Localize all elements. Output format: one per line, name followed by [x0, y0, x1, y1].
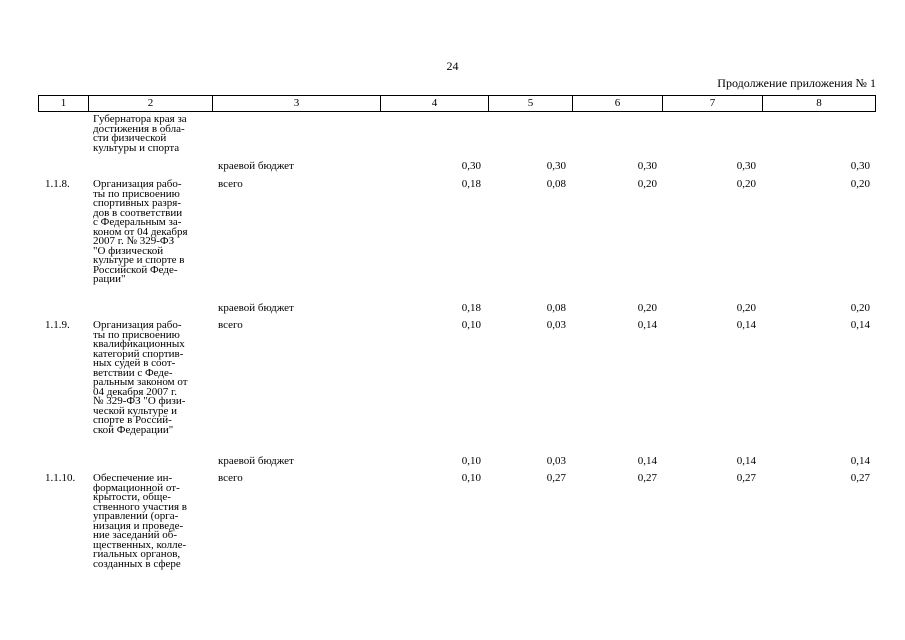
row-source: всего — [218, 472, 243, 484]
continuation-label: Продолжение приложения № 1 — [717, 76, 876, 90]
row-value-col-4: 0,30 — [461, 160, 481, 172]
row-code: 1.1.9. — [45, 319, 70, 331]
header-col-5: 5 — [488, 96, 572, 111]
row-source: краевой бюджет — [218, 302, 294, 314]
row-value-col-6: 0,14 — [637, 319, 657, 331]
row-value-col-7: 0,30 — [736, 160, 756, 172]
row-value-col-6: 0,30 — [637, 160, 657, 172]
row-value-col-8: 0,20 — [850, 302, 870, 314]
row-value-col-5: 0,27 — [546, 472, 566, 484]
table-header — [38, 95, 876, 112]
header-col-1: 1 — [38, 96, 88, 111]
row-name: Губернатора края за достижения в обла- сти физической культуры и спорта — [93, 113, 187, 154]
row-value-col-8: 0,30 — [850, 160, 870, 172]
row-value-col-4: 0,18 — [461, 178, 481, 190]
row-value-col-5: 0,08 — [546, 178, 566, 190]
row-value-col-4: 0,10 — [461, 455, 481, 467]
row-name: Организация рабо- ты по присвоению спортивных разря- дов в соответствии с Федеральным за- коном от 04 декабря 2007 г. № 329-ФЗ "О физической культуре и спорте в Российской Феде- рации" — [93, 178, 188, 285]
row-value-col-4: 0,10 — [461, 319, 481, 331]
row-name: Организация рабо- ты по присвоению квалификационных категорий спортив- ных судей в соот- ветствии с Феде- ральным законом от 04 декабря 2007 г. № 329-ФЗ "О физи- ческой культуре и спорте в Россий- ской Федерации" — [93, 319, 188, 436]
row-value-col-4: 0,10 — [461, 472, 481, 484]
row-value-col-8: 0,20 — [850, 178, 870, 190]
header-col-8: 8 — [762, 96, 876, 111]
row-value-col-7: 0,27 — [736, 472, 756, 484]
row-value-col-5: 0,30 — [546, 160, 566, 172]
row-value-col-4: 0,18 — [461, 302, 481, 314]
row-value-col-6: 0,20 — [637, 302, 657, 314]
row-source: краевой бюджет — [218, 160, 294, 172]
row-value-col-5: 0,03 — [546, 319, 566, 331]
row-value-col-5: 0,08 — [546, 302, 566, 314]
header-col-2: 2 — [88, 96, 212, 111]
row-value-col-6: 0,14 — [637, 455, 657, 467]
row-source: всего — [218, 319, 243, 331]
row-value-col-8: 0,14 — [850, 455, 870, 467]
row-source: всего — [218, 178, 243, 190]
header-col-3: 3 — [212, 96, 380, 111]
row-code: 1.1.8. — [45, 178, 70, 190]
header-col-7: 7 — [662, 96, 762, 111]
row-value-col-7: 0,20 — [736, 178, 756, 190]
row-value-col-7: 0,14 — [736, 319, 756, 331]
row-value-col-7: 0,14 — [736, 455, 756, 467]
row-value-col-6: 0,27 — [637, 472, 657, 484]
row-value-col-5: 0,03 — [546, 455, 566, 467]
row-code: 1.1.10. — [45, 472, 76, 484]
page-number: 24 — [446, 59, 459, 73]
header-col-4: 4 — [380, 96, 488, 111]
row-value-col-8: 0,27 — [850, 472, 870, 484]
header-col-6: 6 — [572, 96, 662, 111]
row-value-col-6: 0,20 — [637, 178, 657, 190]
row-value-col-7: 0,20 — [736, 302, 756, 314]
row-value-col-8: 0,14 — [850, 319, 870, 331]
row-name: Обеспечение ин- формационной от- крытости, обще- ственного участия в управлении (орга- низация и проведе- ние заседаний об- щественных, колле- гиальных органов, созданных в сфере — [93, 472, 187, 570]
row-source: краевой бюджет — [218, 455, 294, 467]
